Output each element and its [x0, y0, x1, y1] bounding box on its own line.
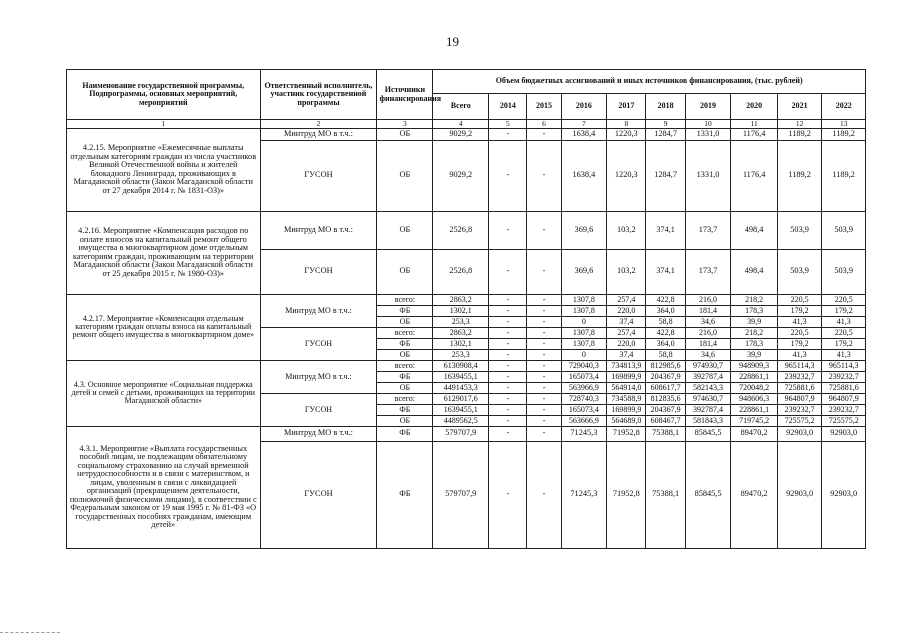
funding-source: ОБ: [377, 249, 433, 294]
year-value: -: [527, 415, 561, 426]
year-value: -: [527, 426, 561, 441]
year-value: -: [527, 294, 561, 305]
year-value: 1284,7: [646, 128, 685, 140]
year-value: 173,7: [685, 211, 731, 249]
year-value: 0: [561, 349, 607, 360]
year-value: -: [527, 338, 561, 349]
year-value: 37,4: [607, 316, 646, 327]
year-value: 422,8: [646, 294, 685, 305]
responsible-executor: Минтруд МО в т.ч.:: [260, 360, 377, 393]
responsible-executor: Минтруд МО в т.ч.:: [260, 294, 377, 327]
year-value: -: [489, 249, 527, 294]
year-value: 257,4: [607, 294, 646, 305]
year-value: 41,3: [822, 349, 866, 360]
year-value: 220,5: [822, 327, 866, 338]
year-value: -: [489, 360, 527, 371]
year-value: 220,5: [777, 327, 822, 338]
year-value: -: [527, 382, 561, 393]
year-value: 369,6: [561, 211, 607, 249]
year-value: -: [489, 441, 527, 548]
year-value: 374,1: [646, 249, 685, 294]
responsible-executor: ГУСОН: [260, 327, 377, 360]
year-value: 364,0: [646, 305, 685, 316]
total-value: 1302,1: [433, 305, 489, 316]
year-value: -: [527, 441, 561, 548]
total-value: 6129017,6: [433, 393, 489, 404]
header-year: 2021: [777, 94, 822, 120]
year-value: 503,9: [777, 249, 822, 294]
year-value: 1189,2: [777, 140, 822, 211]
year-value: 503,9: [822, 211, 866, 249]
year-value: 71245,3: [561, 441, 607, 548]
column-number: 9: [646, 120, 685, 129]
year-value: 498,4: [731, 211, 778, 249]
year-value: 179,2: [777, 305, 822, 316]
funding-source: ФБ: [377, 371, 433, 382]
funding-source: всего:: [377, 360, 433, 371]
responsible-executor: Минтруд МО в т.ч.:: [260, 128, 377, 140]
year-value: 1220,3: [607, 128, 646, 140]
year-value: 228861,1: [731, 404, 778, 415]
year-value: 608467,7: [646, 415, 685, 426]
measure-name: 4.2.17. Мероприятие «Компенсация отдельным категориям граждан оплаты взноса на капитальный ремонт общего имущества в многоквартирном доме»: [67, 294, 261, 360]
year-value: 812985,6: [646, 360, 685, 371]
year-value: 173,7: [685, 249, 731, 294]
year-value: 178,3: [731, 338, 778, 349]
year-value: -: [527, 360, 561, 371]
header-name: Наименование государственной программы, Подпрограммы, основных мероприятий, мероприятий: [67, 70, 261, 120]
year-value: 1331,0: [685, 140, 731, 211]
year-value: -: [489, 371, 527, 382]
year-value: 563966,9: [561, 382, 607, 393]
year-value: 965114,3: [777, 360, 822, 371]
column-number: 5: [489, 120, 527, 129]
year-value: 75388,1: [646, 426, 685, 441]
header-year: 2022: [822, 94, 866, 120]
total-value: 9029,2: [433, 140, 489, 211]
year-value: 58,8: [646, 316, 685, 327]
year-value: 204367,9: [646, 371, 685, 382]
year-value: -: [489, 211, 527, 249]
year-value: 58,8: [646, 349, 685, 360]
year-value: -: [489, 415, 527, 426]
header-year: 2015: [527, 94, 561, 120]
total-value: 2863,2: [433, 294, 489, 305]
year-value: 89470,2: [731, 441, 778, 548]
header-year: 2020: [731, 94, 778, 120]
year-value: 422,8: [646, 327, 685, 338]
total-value: 579707,9: [433, 426, 489, 441]
year-value: 220,5: [777, 294, 822, 305]
year-value: -: [489, 426, 527, 441]
year-value: 92903,0: [822, 426, 866, 441]
year-value: 369,6: [561, 249, 607, 294]
column-number: 7: [561, 120, 607, 129]
column-number: 12: [777, 120, 822, 129]
header-responsible: Ответственный исполнитель, участник государственной программы: [260, 70, 377, 120]
year-value: 720048,2: [731, 382, 778, 393]
responsible-executor: ГУСОН: [260, 441, 377, 548]
header-year: 2016: [561, 94, 607, 120]
year-value: -: [489, 338, 527, 349]
responsible-executor: Минтруд МО в т.ч.:: [260, 211, 377, 249]
year-value: 392787,4: [685, 404, 731, 415]
total-value: 9029,2: [433, 128, 489, 140]
year-value: -: [489, 305, 527, 316]
year-value: 498,4: [731, 249, 778, 294]
header-year: 2017: [607, 94, 646, 120]
funding-source: ФБ: [377, 305, 433, 316]
year-value: 0: [561, 316, 607, 327]
year-value: 725575,2: [822, 415, 866, 426]
year-value: 1331,0: [685, 128, 731, 140]
funding-source: всего:: [377, 393, 433, 404]
funding-source: ОБ: [377, 128, 433, 140]
total-value: 1639455,1: [433, 371, 489, 382]
year-value: 71952,8: [607, 441, 646, 548]
year-value: -: [527, 305, 561, 316]
funding-source: ФБ: [377, 426, 433, 441]
year-value: 169899,9: [607, 371, 646, 382]
year-value: 1307,8: [561, 338, 607, 349]
year-value: 503,9: [822, 249, 866, 294]
year-value: 725881,6: [777, 382, 822, 393]
responsible-executor: ГУСОН: [260, 393, 377, 426]
year-value: 39,9: [731, 349, 778, 360]
year-value: -: [527, 128, 561, 140]
year-value: 582143,3: [685, 382, 731, 393]
year-value: 1189,2: [777, 128, 822, 140]
year-value: 220,0: [607, 305, 646, 316]
budget-table: [66, 69, 866, 549]
funding-source: ОБ: [377, 415, 433, 426]
funding-source: ОБ: [377, 316, 433, 327]
year-value: 179,2: [822, 338, 866, 349]
responsible-executor: ГУСОН: [260, 249, 377, 294]
year-value: -: [489, 294, 527, 305]
column-number: 1: [67, 120, 261, 129]
header-sources: Источники финансирования: [377, 70, 433, 120]
year-value: 220,5: [822, 294, 866, 305]
column-number: 4: [433, 120, 489, 129]
year-value: 181,4: [685, 305, 731, 316]
year-value: 179,2: [777, 338, 822, 349]
year-value: -: [489, 316, 527, 327]
year-value: 725575,2: [777, 415, 822, 426]
year-value: 1176,4: [731, 128, 778, 140]
header-year: 2014: [489, 94, 527, 120]
year-value: 734813,9: [607, 360, 646, 371]
column-number: 8: [607, 120, 646, 129]
responsible-executor: Минтруд МО в т.ч.:: [260, 426, 377, 441]
year-value: 89470,2: [731, 426, 778, 441]
header-row-top: [67, 70, 866, 94]
table-row: [67, 360, 866, 371]
year-value: 608617,7: [646, 382, 685, 393]
funding-source: всего:: [377, 327, 433, 338]
year-value: -: [489, 128, 527, 140]
year-value: -: [489, 349, 527, 360]
year-value: 218,2: [731, 327, 778, 338]
year-value: 1284,7: [646, 140, 685, 211]
year-value: 239232,7: [777, 404, 822, 415]
year-value: 216,0: [685, 294, 731, 305]
measure-name: 4.3.1. Мероприятие «Выплата государственных пособий лицам, не подлежащим обязательному социальному страхованию на случай временной нетрудоспособности и в связи с материнством, и лицам, уволенным в связи с ликвидацией организаций (прекращением деятельности, полномочий физическими лицами), в соответствии с Федеральным законом от 19 мая 1995 г. № 81-ФЗ «О государственных пособиях гражданам, имеющим детей»: [67, 426, 261, 548]
header-year: 2018: [646, 94, 685, 120]
measure-name: 4.2.16. Мероприятие «Компенсация расходов по оплате взносов на капитальный ремонт общего имущества в многоквартирном доме отдельным категориям граждан, проживающим на территории Магаданской области (Закон Магаданской области от 25 декабря 2015 г. № 1980-ОЗ)»: [67, 211, 261, 294]
column-number: 3: [377, 120, 433, 129]
year-value: -: [489, 140, 527, 211]
year-value: 178,3: [731, 305, 778, 316]
year-value: 974630,7: [685, 393, 731, 404]
year-value: 1307,8: [561, 305, 607, 316]
total-value: 253,3: [433, 349, 489, 360]
year-value: 948909,3: [731, 360, 778, 371]
funding-source: всего:: [377, 294, 433, 305]
year-value: 1220,3: [607, 140, 646, 211]
measure-name: 4.2.15. Мероприятие «Ежемесячные выплаты отдельным категориям граждан из числа участников Великой Отечественной войны и жителей блокадного Ленинграда, проживающих в Магаданской области (Закон Магаданской области от 27 декабря 2014 г. № 1831-ОЗ)»: [67, 128, 261, 211]
year-value: 34,6: [685, 349, 731, 360]
year-value: 1638,4: [561, 140, 607, 211]
year-value: 948606,3: [731, 393, 778, 404]
year-value: -: [527, 404, 561, 415]
year-value: 563666,9: [561, 415, 607, 426]
page-edge-mark: [0, 632, 60, 634]
year-value: 41,3: [777, 349, 822, 360]
year-value: 239232,7: [777, 371, 822, 382]
year-value: 964807,9: [777, 393, 822, 404]
year-value: 92903,0: [777, 426, 822, 441]
year-value: 965114,3: [822, 360, 866, 371]
responsible-executor: ГУСОН: [260, 140, 377, 211]
year-value: -: [527, 393, 561, 404]
year-value: -: [489, 404, 527, 415]
year-value: 165073,4: [561, 371, 607, 382]
year-value: 92903,0: [822, 441, 866, 548]
year-value: 216,0: [685, 327, 731, 338]
total-value: 2526,8: [433, 249, 489, 294]
total-value: 253,3: [433, 316, 489, 327]
column-number: 11: [731, 120, 778, 129]
year-value: 725881,6: [822, 382, 866, 393]
year-value: 37,4: [607, 349, 646, 360]
year-value: -: [527, 316, 561, 327]
year-value: 218,2: [731, 294, 778, 305]
year-value: 103,2: [607, 211, 646, 249]
year-value: 165073,4: [561, 404, 607, 415]
year-value: 239232,7: [822, 371, 866, 382]
year-value: 169899,9: [607, 404, 646, 415]
total-value: 1639455,1: [433, 404, 489, 415]
table-body: [67, 128, 866, 548]
table-row: [67, 294, 866, 305]
year-value: 41,3: [777, 316, 822, 327]
year-value: 181,4: [685, 338, 731, 349]
year-value: 1189,2: [822, 140, 866, 211]
year-value: 75388,1: [646, 441, 685, 548]
year-value: 974930,7: [685, 360, 731, 371]
header-total: Всего: [433, 94, 489, 120]
year-value: -: [527, 349, 561, 360]
year-value: 1307,8: [561, 327, 607, 338]
column-number: 6: [527, 120, 561, 129]
year-value: 728740,3: [561, 393, 607, 404]
measure-name: 4.3. Основное мероприятие «Социальная поддержка детей и семей с детьми, проживающих на территории Магаданской области»: [67, 360, 261, 426]
column-number: 13: [822, 120, 866, 129]
funding-source: ОБ: [377, 211, 433, 249]
year-value: -: [489, 393, 527, 404]
year-value: 85845,5: [685, 441, 731, 548]
total-value: 1302,1: [433, 338, 489, 349]
year-value: 1638,4: [561, 128, 607, 140]
total-value: 6130908,4: [433, 360, 489, 371]
funding-source: ФБ: [377, 338, 433, 349]
total-value: 2863,2: [433, 327, 489, 338]
year-value: 204367,9: [646, 404, 685, 415]
table-row: [67, 128, 866, 140]
year-value: 71245,3: [561, 426, 607, 441]
year-value: 1307,8: [561, 294, 607, 305]
year-value: 364,0: [646, 338, 685, 349]
year-value: 71952,8: [607, 426, 646, 441]
year-value: 503,9: [777, 211, 822, 249]
page-number: 19: [446, 34, 459, 49]
year-value: 812835,6: [646, 393, 685, 404]
year-value: 257,4: [607, 327, 646, 338]
year-value: -: [489, 327, 527, 338]
funding-source: ОБ: [377, 349, 433, 360]
year-value: 220,0: [607, 338, 646, 349]
total-value: 579707,9: [433, 441, 489, 548]
column-number-row: [67, 120, 866, 129]
header-year: 2019: [685, 94, 731, 120]
year-value: 729040,3: [561, 360, 607, 371]
year-value: 374,1: [646, 211, 685, 249]
year-value: 564689,0: [607, 415, 646, 426]
year-value: -: [527, 371, 561, 382]
year-value: 581843,3: [685, 415, 731, 426]
year-value: 734588,9: [607, 393, 646, 404]
year-value: 228861,1: [731, 371, 778, 382]
year-value: 92903,0: [777, 441, 822, 548]
year-value: 39,9: [731, 316, 778, 327]
year-value: 964807,9: [822, 393, 866, 404]
year-value: -: [489, 382, 527, 393]
year-value: 179,2: [822, 305, 866, 316]
table-row: [67, 211, 866, 249]
year-value: 564914,0: [607, 382, 646, 393]
funding-source: ОБ: [377, 140, 433, 211]
year-value: -: [527, 249, 561, 294]
year-value: 719745,2: [731, 415, 778, 426]
funding-source: ФБ: [377, 404, 433, 415]
total-value: 4491453,3: [433, 382, 489, 393]
year-value: 41,3: [822, 316, 866, 327]
column-number: 10: [685, 120, 731, 129]
year-value: 239232,7: [822, 404, 866, 415]
column-number: 2: [260, 120, 377, 129]
year-value: -: [527, 140, 561, 211]
total-value: 2526,8: [433, 211, 489, 249]
year-value: 1189,2: [822, 128, 866, 140]
year-value: -: [527, 327, 561, 338]
year-value: 1176,4: [731, 140, 778, 211]
year-value: 103,2: [607, 249, 646, 294]
table-row: [67, 426, 866, 441]
year-value: 85845,5: [685, 426, 731, 441]
year-value: -: [527, 211, 561, 249]
total-value: 4489562,5: [433, 415, 489, 426]
year-value: 392787,4: [685, 371, 731, 382]
funding-source: ФБ: [377, 441, 433, 548]
header-volume: Объем бюджетных ассигнований и иных источников финансирования, (тыс. рублей): [433, 70, 866, 94]
funding-source: ОБ: [377, 382, 433, 393]
year-value: 34,6: [685, 316, 731, 327]
